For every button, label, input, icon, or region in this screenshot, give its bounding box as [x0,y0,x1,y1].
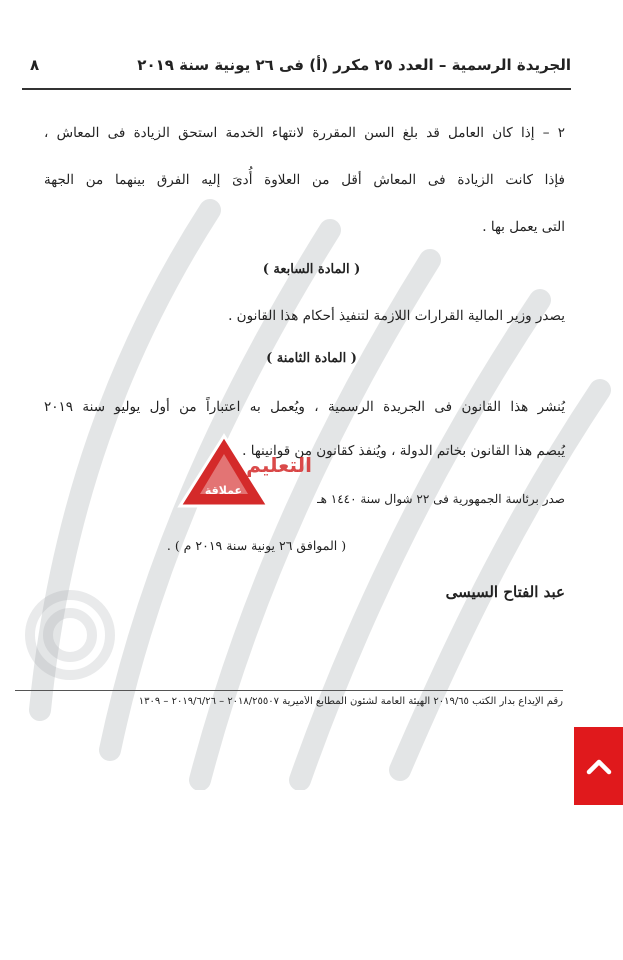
article-8-line: يُبصم هذا القانون بخاتم الدولة ، ويُنفذ كقانون من قوانينها . [242,443,565,459]
article-8-heading: ( المادة الثامنة ) [266,351,357,366]
footer-divider [15,690,563,691]
page-title: الجريدة الرسمية – العدد ٢٥ مكرر (أ) فى ٢٦ يونية سنة ٢٠١٩ [137,56,571,74]
paragraph-line: ٢ – إذا كان العامل قد بلغ السن المقررة لانتهاء الخدمة استحق الزيادة فى المعاش ، [44,125,565,141]
signature: عبد الفتاح السيسى [445,583,565,601]
page-header [30,56,571,74]
page-number: ٨ [30,56,40,74]
scroll-to-top-button[interactable] [574,727,623,805]
logo-text-top: التعليم [246,453,312,477]
header-divider [22,88,571,90]
article-7-heading: ( المادة السابعة ) [262,262,361,277]
article-7-text: يصدر وزير المالية القرارات اللازمة لتنفيذ أحكام هذا القانون . [228,308,565,324]
logo-text-bottom: عملاقة [204,484,242,497]
deposit-footer: رقم الإيداع بدار الكتب ٢٠١٩/٦٥ الهيئة العامة لشئون المطابع الأميرية ٢٠١٨/٢٥٥٠٧ – ٢٠١٩/٦/٢٦ – ١٣٠٩ [138,696,563,707]
chevron-up-icon [586,757,612,775]
corresponding-date: ( الموافق ٢٦ يونية سنة ٢٠١٩ م ) . [166,538,347,553]
article-8-line: يُنشر هذا القانون فى الجريدة الرسمية ، ويُعمل به اعتباراً من أول يوليو سنة ٢٠١٩ [44,399,565,415]
issued-line: صدر برئاسة الجمهورية فى ٢٢ شوال سنة ١٤٤٠ هـ [317,492,565,506]
site-logo [172,432,322,512]
paragraph-line: التى يعمل بها . [482,219,565,235]
paragraph-line: فإذا كانت الزيادة فى المعاش أقل من العلاوة أُدىَ إليه الفرق بينهما من الجهة [44,172,565,188]
